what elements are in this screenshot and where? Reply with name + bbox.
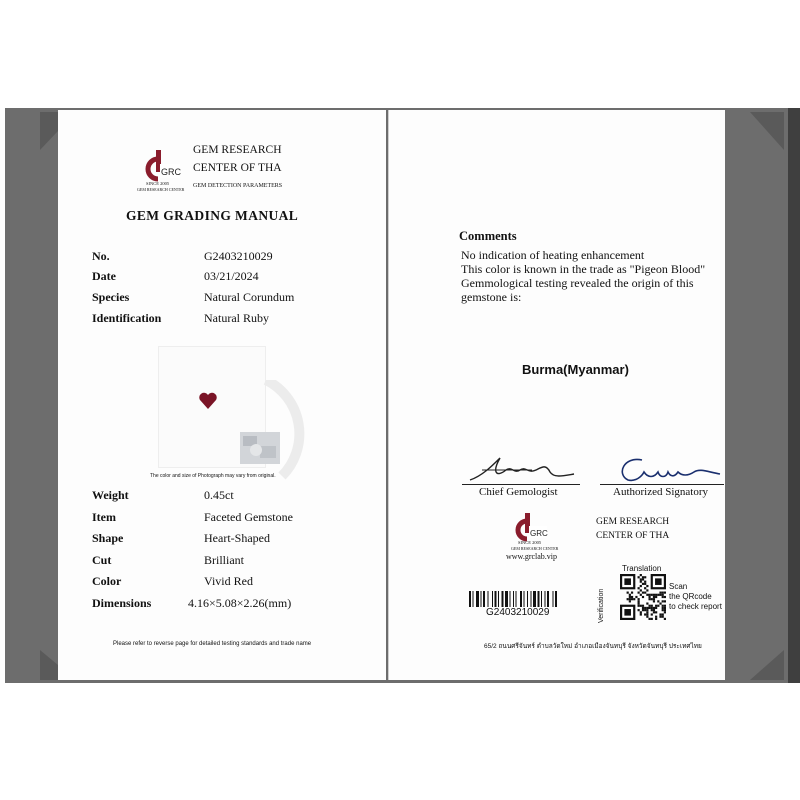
qr-code-icon[interactable] — [620, 574, 666, 620]
comment-line: gemstone is: — [461, 290, 522, 304]
ruby-heart-icon — [198, 392, 218, 410]
field-label: Weight — [92, 488, 129, 502]
logo-center: GEM RESEARCH CENTER — [137, 187, 185, 192]
field-value: Heart-Shaped — [204, 531, 270, 545]
field-value: G2403210029 — [204, 249, 273, 263]
field-label: Species — [92, 290, 130, 304]
field-value: Brilliant — [204, 553, 244, 567]
field-label: Cut — [92, 553, 112, 567]
address: 65/2 ถนนศรีจันทร์ ตำบลวัดใหม่ อำเภอเมืองจันทบุรี จังหวัดจันทบุรี ประเทศไทย — [484, 643, 702, 650]
org-name-line1: GEM RESEARCH — [596, 517, 670, 527]
org-name-line1: GEM RESEARCH — [193, 144, 282, 156]
field-label: Shape — [92, 531, 124, 545]
field-label: Date — [92, 269, 116, 283]
field-value: Natural Corundum — [204, 290, 295, 304]
field-label: Item — [92, 510, 116, 524]
verification-label: Verification — [598, 588, 605, 623]
comments-heading: Comments — [459, 229, 517, 243]
logo-since: SINCE 2005 — [146, 181, 170, 186]
authorized-signatory-label: Authorized Signatory — [613, 486, 709, 498]
qr-instruction: the QRcode — [669, 592, 712, 601]
signature-line — [462, 484, 580, 485]
field-label: Dimensions — [92, 596, 152, 610]
signature-line — [600, 484, 724, 485]
field-value: 4.16×5.08×2.26(mm) — [188, 596, 292, 610]
field-label: Identification — [92, 311, 162, 325]
org-name-line2: CENTER OF THA — [193, 162, 282, 174]
field-value: Natural Ruby — [204, 311, 269, 325]
field-value: Faceted Gemstone — [204, 510, 293, 524]
origin-value: Burma(Myanmar) — [522, 362, 629, 377]
chief-gemologist-signature — [462, 452, 582, 486]
authorized-signature — [604, 452, 724, 486]
org-name-line2: CENTER OF THA — [596, 531, 670, 541]
footnote: Please refer to reverse page for detailed testing standards and trade name — [113, 641, 312, 647]
logo-since: SINCE 2005 — [518, 540, 542, 545]
comment-line: This color is known in the trade as "Pigeon Blood" — [461, 262, 706, 276]
photo-caption: The color and size of Photograph may vary from original. — [150, 473, 276, 479]
logo-center: GEM RESEARCH CENTER — [511, 546, 559, 551]
qr-instruction: to check report — [669, 602, 722, 611]
svg-text:GRC: GRC — [530, 529, 548, 538]
translation-label: Translation — [622, 564, 662, 573]
barcode-number: G2403210029 — [486, 607, 550, 618]
chief-gemologist-label: Chief Gemologist — [479, 486, 558, 498]
watermark-stamp — [262, 380, 308, 480]
field-label: Color — [92, 574, 122, 588]
qr-instruction: Scan — [669, 582, 688, 591]
logo-text: GRC — [161, 167, 181, 177]
document-title: GEM GRADING MANUAL — [126, 208, 299, 223]
field-value: Vivid Red — [204, 574, 253, 588]
org-subtitle: GEM DETECTION PARAMETERS — [193, 183, 283, 189]
comment-line: No indication of heating enhancement — [461, 248, 645, 262]
field-label: No. — [92, 249, 110, 263]
website-text: www.grclab.vip — [506, 552, 558, 561]
field-value: 0.45ct — [204, 488, 234, 502]
comment-line: Gemmological testing revealed the origin of this — [461, 276, 694, 290]
field-value: 03/21/2024 — [204, 269, 259, 283]
